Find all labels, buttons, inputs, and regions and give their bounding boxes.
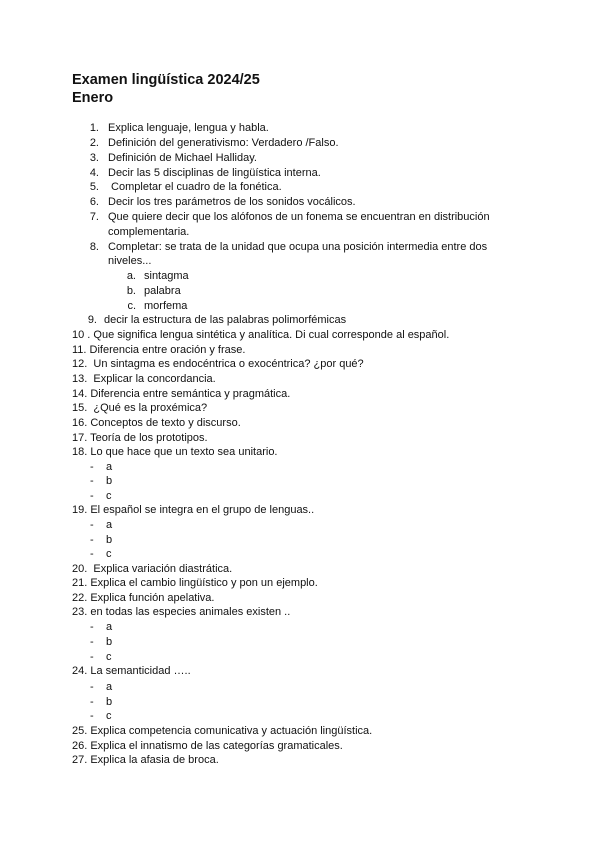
list-item: 10 . Que significa lengua sintética y analítica. Di cual corresponde al español. [72, 329, 450, 341]
bullet-dash: - [90, 651, 94, 663]
item-text: Decir los tres parámetros de los sonidos vocálicos. [108, 196, 356, 208]
item-text: Definición del generativismo: Verdadero /Falso. [108, 137, 339, 149]
list-item: 24. La semanticidad ….. [72, 665, 191, 677]
list-item: 27. Explica la afasia de broca. [72, 754, 219, 766]
option-text: a [106, 519, 113, 531]
option-letter: c. [127, 300, 136, 312]
item-number: 9. [87, 314, 97, 326]
bullet-dash: - [90, 548, 94, 560]
option-text: c [106, 710, 112, 722]
item-text: Que quiere decir que los alófonos de un fonema se encuentran en distribución [108, 211, 490, 223]
exam-title: Examen lingüística 2024/25 [72, 72, 260, 88]
option-text: c [106, 548, 112, 560]
list-item: 20. Explica variación diastrática. [72, 563, 233, 575]
option-text: b [106, 696, 113, 708]
option-text: b [106, 636, 113, 648]
list-item: 17. Teoría de los prototipos. [72, 432, 208, 444]
option-text: a [106, 681, 113, 693]
option-text: a [106, 461, 113, 473]
bullet-dash: - [90, 696, 94, 708]
option-text: sintagma [144, 270, 189, 282]
exam-month: Enero [72, 90, 114, 106]
bullet-dash: - [90, 636, 94, 648]
item-text: Explica lenguaje, lengua y habla. [108, 122, 269, 134]
option-text: palabra [144, 285, 181, 297]
item-number: 6. [89, 196, 99, 208]
list-item: 22. Explica función apelativa. [72, 592, 215, 604]
option-text: b [106, 534, 113, 546]
item-number: 4. [89, 167, 99, 179]
list-item: 16. Conceptos de texto y discurso. [72, 417, 241, 429]
item-text: Decir las 5 disciplinas de lingüística interna. [108, 167, 321, 179]
option-text: c [106, 490, 112, 502]
option-text: c [106, 651, 112, 663]
list-item: 26. Explica el innatismo de las categorías gramaticales. [72, 740, 343, 752]
item-number: 1. [89, 122, 99, 134]
list-item: 25. Explica competencia comunicativa y actuación lingüística. [72, 725, 373, 737]
item-number: 2. [89, 137, 99, 149]
item-number: 3. [89, 152, 99, 164]
item-number: 5. [89, 181, 99, 193]
bullet-dash: - [90, 461, 94, 473]
list-item: 23. en todas las especies animales existen .. [72, 606, 291, 618]
option-letter: a. [126, 270, 136, 282]
list-item: 18. Lo que hace que un texto sea unitario. [72, 446, 278, 458]
list-item: 12. Un sintagma es endocéntrica o exocéntrica? ¿por qué? [72, 358, 364, 370]
list-item: 19. El español se integra en el grupo de lenguas.. [72, 504, 315, 516]
list-item: 11. Diferencia entre oración y frase. [72, 344, 246, 356]
list-item: 21. Explica el cambio lingüístico y pon un ejemplo. [72, 577, 318, 589]
item-text: decir la estructura de las palabras polimorfémicas [104, 314, 347, 326]
list-item: 15. ¿Qué es la proxémica? [72, 402, 208, 414]
bullet-dash: - [90, 621, 94, 633]
list-item: 13. Explicar la concordancia. [72, 373, 216, 385]
item-text: Definición de Michael Halliday. [108, 152, 257, 164]
item-number: 8. [89, 241, 99, 253]
bullet-dash: - [90, 534, 94, 546]
item-continuation: niveles... [108, 255, 152, 267]
option-text: a [106, 621, 113, 633]
bullet-dash: - [90, 710, 94, 722]
option-text: morfema [144, 300, 188, 312]
option-text: b [106, 475, 113, 487]
item-text: Completar el cuadro de la fonética. [108, 181, 282, 193]
option-letter: b. [126, 285, 136, 297]
bullet-dash: - [90, 475, 94, 487]
bullet-dash: - [90, 490, 94, 502]
item-number: 7. [89, 211, 99, 223]
item-continuation: complementaria. [108, 226, 190, 238]
item-text: Completar: se trata de la unidad que ocupa una posición intermedia entre dos [108, 241, 488, 253]
list-item: 14. Diferencia entre semántica y pragmática. [72, 388, 291, 400]
bullet-dash: - [90, 681, 94, 693]
bullet-dash: - [90, 519, 94, 531]
